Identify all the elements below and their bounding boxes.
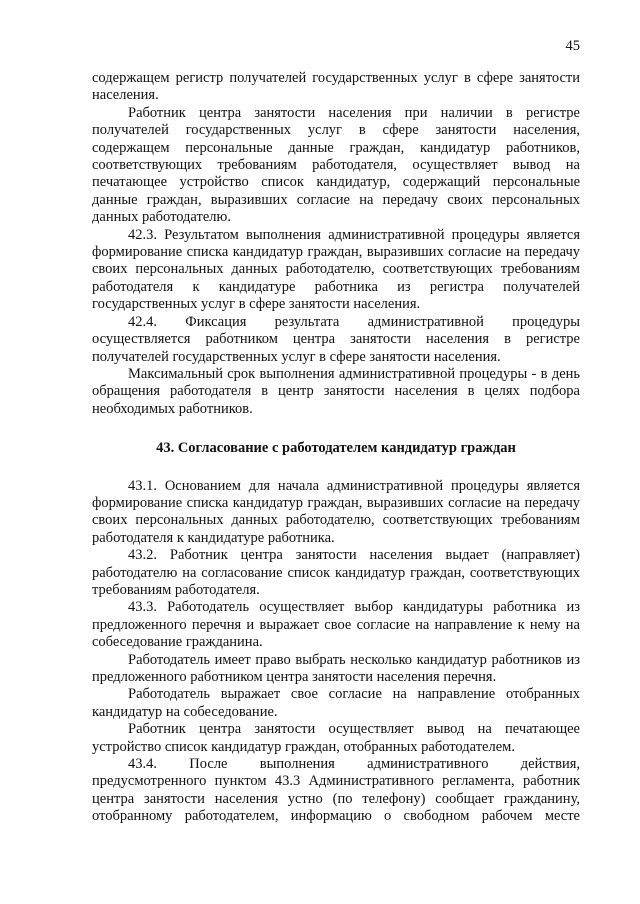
document-body (92, 70, 580, 826)
paragraph-continuation: содержащем регистр получателей государственных услуг в сфере занятости населения. (92, 70, 580, 104)
paragraph: Работодатель имеет право выбрать несколько кандидатур работников из предложенного работником центра занятости населения перечня. (92, 651, 580, 685)
paragraph-42-3: 42.3. Результатом выполнения административной процедуры является формирование списка кандидатур граждан, выразивших согласие на передачу своих персональных данных работодателю, соответствующих требованиям работодателя к кандидатуре работника из регистра получателей государственных услуг в сфере занятости населения. (92, 226, 580, 313)
paragraph-43-4: 43.4. После выполнения административного действия, предусмотренного пунктом 43.3 Административного регламента, работник центра занятости населения устно (по телефону) сообщает гражданину, отобранному работодателем, информацию о свободном рабочем месте (92, 756, 580, 825)
paragraph: Работник центра занятости населения при наличии в регистре получателей государственных услуг в сфере занятости населения, содержащем персональные данные граждан, кандидатур работников, соответствующих требованиям работодателя, осуществляет вывод на печатающее устройство список кандидатур, содержащий персональные данные граждан, выразивших согласие на передачу своих персональных данных работодателю. (92, 104, 580, 226)
paragraph-max-term: Максимальный срок выполнения административной процедуры - в день обращения работодателя в центр занятости населения в целях подбора необходимых работников. (92, 365, 580, 417)
page-number: 45 (565, 38, 580, 54)
section-heading: 43. Согласование с работодателем кандидатур граждан (156, 440, 516, 457)
paragraph-43-3: 43.3. Работодатель осуществляет выбор кандидатуры работника из предложенного перечня и выражает свое согласие на направление к нему на собеседование гражданина. (92, 599, 580, 651)
paragraph-43-2: 43.2. Работник центра занятости населения выдает (направляет) работодателю на согласование список кандидатур граждан, соответствующих требованиям работодателя. (92, 547, 580, 598)
paragraph-42-4: 42.4. Фиксация результата административной процедуры осуществляется работником центра занятости населения в регистре получателей государственных услуг в сфере занятости населения. (92, 313, 580, 365)
paragraph: Работодатель выражает свое согласие на направление отобранных кандидатур на собеседование. (92, 686, 580, 720)
paragraph: Работник центра занятости осуществляет вывод на печатающее устройство список кандидатур граждан, отобранных работодателем. (92, 721, 580, 755)
paragraph-43-1: 43.1. Основанием для начала административной процедуры является формирование списка кандидатур граждан, выразивших согласие на передачу своих персональных данных работодателю, соответствующих требованиям работодателя к кандидатуре работника. (92, 477, 580, 546)
